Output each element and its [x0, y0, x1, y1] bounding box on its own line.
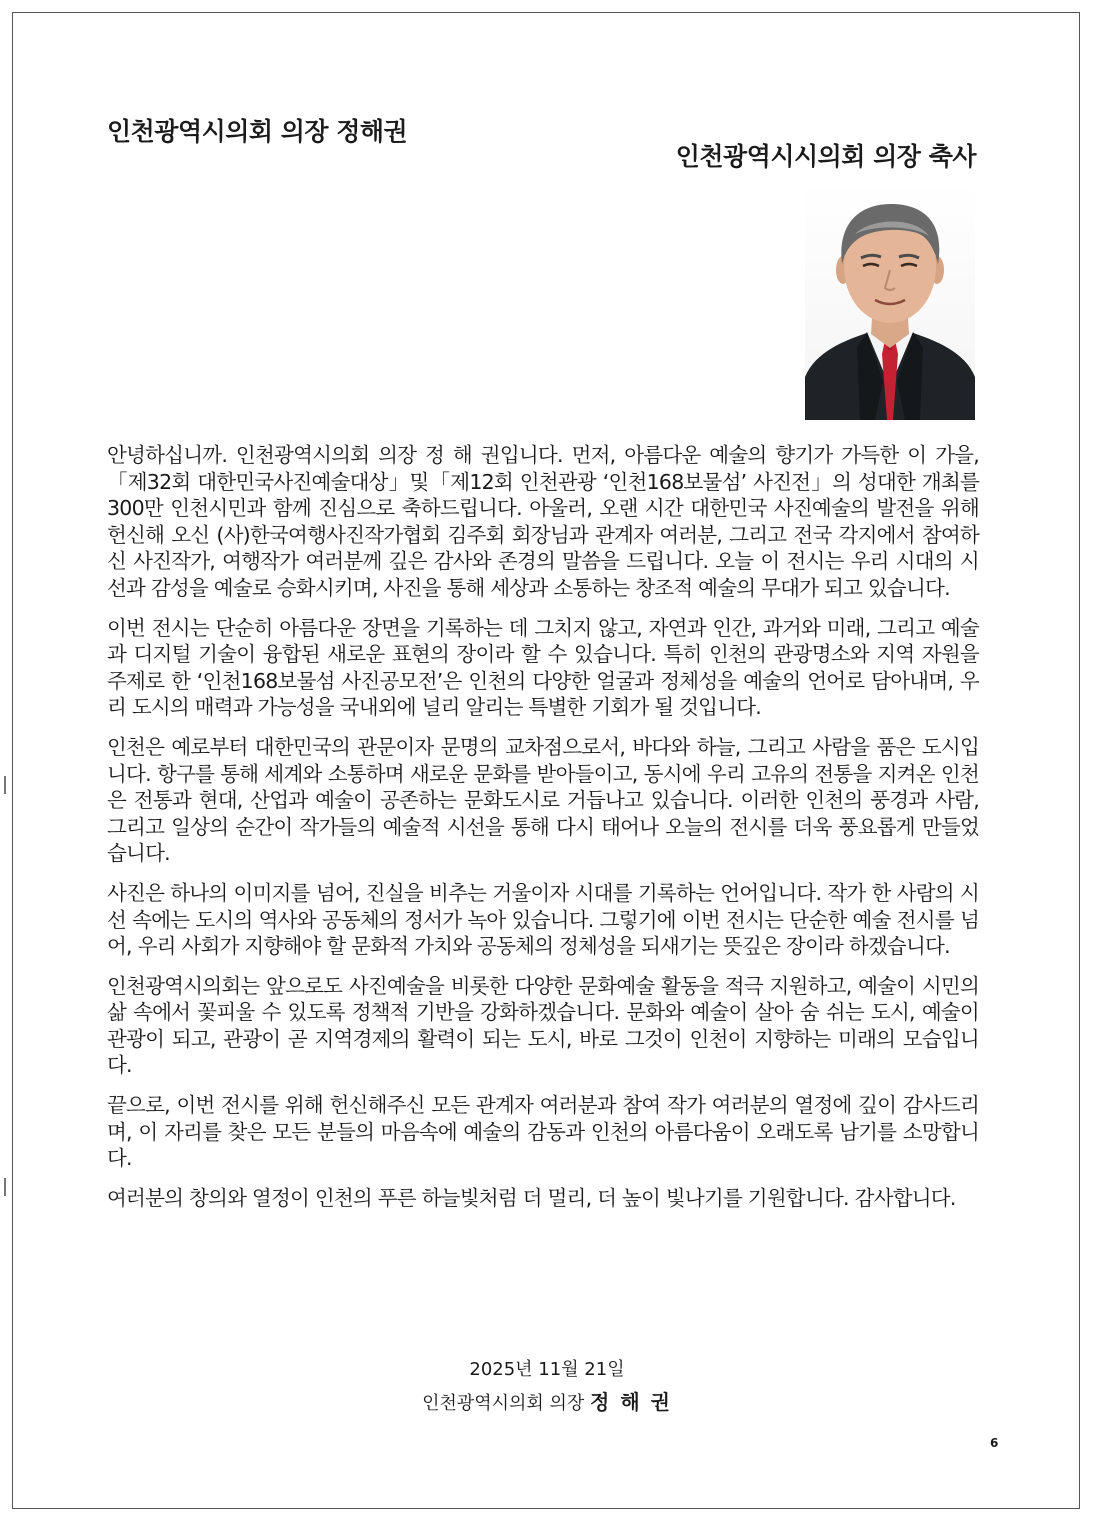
margin-mark: [4, 776, 6, 794]
paragraph: 사진은 하나의 이미지를 넘어, 진실을 비추는 거울이자 시대를 기록하는 언어입니다. 작가 한 사람의 시선 속에는 도시의 역사와 공동체의 정서가 녹아 있습니다. 그렇기에 이번 전시는 단순한 예술 전시를 넘어, 우리 사회가 지향해야 할 문화적 가치와 공동체의 정체성을 되새기는 뜻깊은 장이라 하겠습니다.: [107, 880, 979, 959]
signature-title: 인천광역시의회 의장: [422, 1393, 585, 1414]
speech-title: [676, 137, 976, 173]
signature-name: 정 해 권: [590, 1390, 672, 1414]
paragraph: 인천광역시의회는 앞으로도 사진예술을 비롯한 다양한 문화예술 활동을 적극 지원하고, 예술이 시민의 삶 속에서 꽃피울 수 있도록 정책적 기반을 강화하겠습니다. 문화와 예술이 살아 숨 쉬는 도시, 예술이 관광이 되고, 관광이 곧 지역경제의 활력이 되는 도시, 바로 그것이 인천이 지향하는 미래의 모습입니다.: [107, 973, 979, 1078]
speaker-title: 인천광역시의회 의장 정해권: [107, 117, 408, 146]
speech-title-suffix: 축사: [928, 142, 976, 171]
paragraph: 인천은 예로부터 대한민국의 관문이자 문명의 교차점으로서, 바다와 하늘, 그리고 사람을 품은 도시입니다. 항구를 통해 세계와 소통하며 새로운 문화를 받아들이고, 동시에 우리 고유의 전통을 지켜온 인천은 전통과 현대, 산업과 예술이 공존하는 문화도시로 거듭나고 있습니다. 이러한 인천의 풍경과 사람, 그리고 일상의 순간이 작가들의 예술적 시선을 통해 다시 태어나 오늘의 전시를 더욱 풍요롭게 만들었습니다.: [107, 734, 979, 866]
paragraph: 이번 전시는 단순히 아름다운 장면을 기록하는 데 그치지 않고, 자연과 인간, 과거와 미래, 그리고 예술과 디지털 기술이 융합된 새로운 표현의 장이라 할 수 있습니다. 특히 인천의 관광명소와 지역 자원을 주제로 한 ‘인천168보물섬 사진공모전’은 인천의 다양한 얼굴과 정체성을 예술의 언어로 담아내며, 우리 도시의 매력과 가능성을 국내외에 널리 알리는 특별한 기회가 될 것입니다.: [107, 615, 979, 720]
portrait-photo: [805, 182, 975, 420]
portrait-icon: [805, 182, 975, 420]
speech-title-prefix: 인천광역시시의회 의장: [675, 142, 921, 171]
signature-line: [0, 1386, 1094, 1415]
paragraph: 여러분의 창의와 열정이 인천의 푸른 하늘빛처럼 더 멀리, 더 높이 빛나기를 기원합니다. 감사합니다.: [107, 1185, 956, 1210]
signature-date: 2025년 11월 21일: [469, 1359, 625, 1380]
paragraph: 안녕하십니까. 인천광역시의회 의장 정 해 권입니다. 먼저, 아름다운 예술의 향기가 가득한 이 가을, 「제32회 대한민국사진예술대상」및「제12회 인천관광 ‘인천168보물섬’ 사진전」의 성대한 개최를 300만 인천시민과 함께 진심으로 축하드립니다. 아울러, 오랜 시간 대한민국 사진예술의 발전을 위해 헌신해 오신 (사)한국여행사진작가협회 김주회 회장님과 관계자 여러분, 그리고 전국 각지에서 참여하신 사진작가, 여행작가 여러분께 깊은 감사와 존경의 말씀을 드립니다. 오늘 이 전시는 우리 시대의 시선과 감성을 예술로 승화시키며, 사진을 통해 세상과 소통하는 창조적 예술의 무대가 되고 있습니다.: [107, 443, 979, 600]
margin-mark: [4, 1178, 6, 1196]
speech-body: [107, 442, 979, 1224]
paragraph: 끝으로, 이번 전시를 위해 헌신해주신 모든 관계자 여러분과 참여 작가 여러분의 열정에 깊이 감사드리며, 이 자리를 찾은 모든 분들의 마음속에 예술의 감동과 인천의 아름다움이 오래도록 남기를 소망합니다.: [107, 1093, 979, 1171]
page-number: 6: [990, 1436, 999, 1450]
